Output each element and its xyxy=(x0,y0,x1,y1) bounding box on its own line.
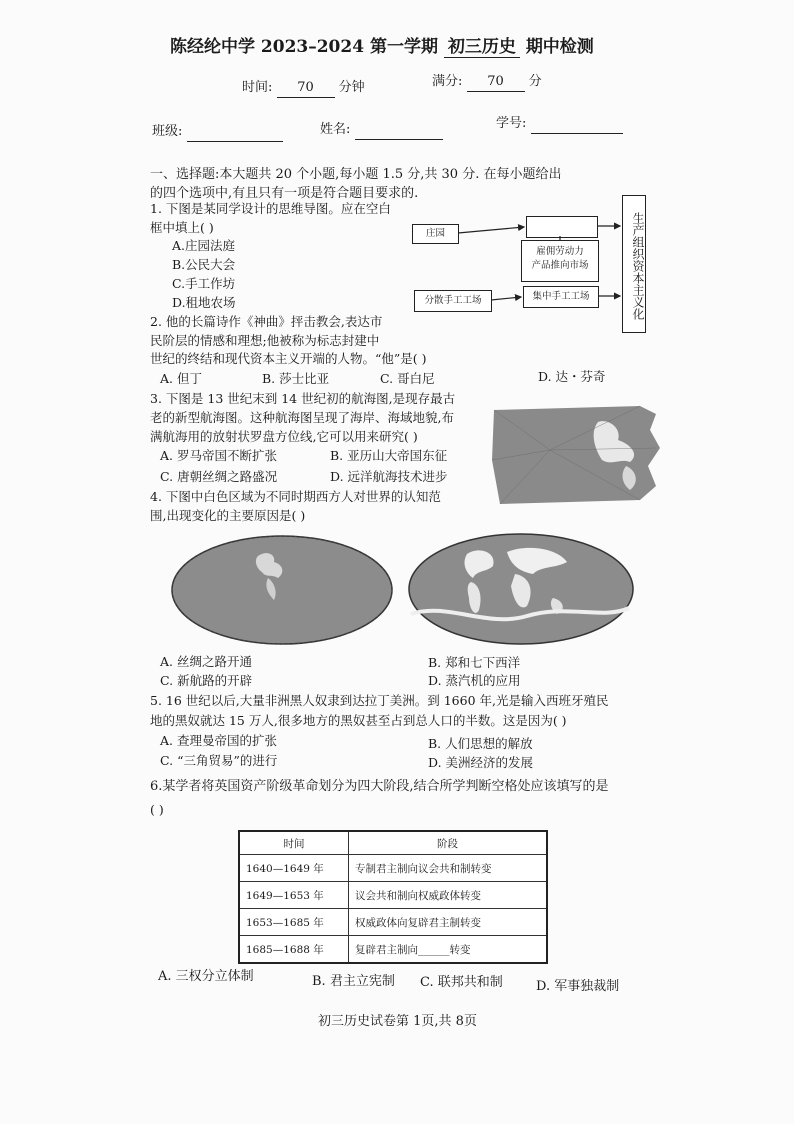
row4-stage: 复辟君主制向______转变 xyxy=(349,936,548,964)
score-label: 满分: xyxy=(432,74,463,89)
title-suffix: 期中检测 xyxy=(525,37,594,57)
q4-option-d[interactable]: D. 蒸汽机的应用 xyxy=(428,673,521,688)
q5-option-c[interactable]: C. “三角贸易”的进行 xyxy=(160,753,278,768)
table-row xyxy=(239,936,547,964)
q2-line1: 2. 他的长篇诗作《神曲》抨击教会,表达市 xyxy=(150,314,383,329)
q4-option-c[interactable]: C. 新航路的开辟 xyxy=(160,673,253,688)
portolan-chart-image xyxy=(490,400,664,508)
box-manor: 庄园 xyxy=(412,224,459,244)
q6-option-d[interactable]: D. 军事独裁制 xyxy=(536,979,620,994)
box-scattered: 分散手工工场 xyxy=(414,290,492,312)
page-footer: 初三历史试卷第 1页,共 8页 xyxy=(318,1014,477,1029)
q1-option-a[interactable]: A.庄园法庭 xyxy=(172,238,236,253)
row1-time: 1640—1649 年 xyxy=(239,855,349,882)
score-value: 70 xyxy=(467,72,525,92)
q4-option-b[interactable]: B. 郑和七下西洋 xyxy=(428,655,521,670)
q1-line1: 1. 下图是某同学设计的思维导图。应在空白 xyxy=(150,201,391,216)
section1-line1: 一、选择题:本大题共 20 个小题,每小题 1.5 分,共 30 分. 在每小题给出 xyxy=(150,167,562,182)
row2-time: 1649—1653 年 xyxy=(239,882,349,909)
table-row xyxy=(239,855,547,882)
q6-line2: ( ) xyxy=(150,802,164,817)
table-header-row xyxy=(239,831,547,855)
q1-option-d[interactable]: D.租地农场 xyxy=(172,295,236,310)
q4-line1: 4. 下图中白色区域为不同时期西方人对世界的认知范 xyxy=(150,489,441,504)
time-value: 70 xyxy=(277,78,335,98)
revolution-stages-table xyxy=(238,830,548,964)
q5-option-b[interactable]: B. 人们思想的解放 xyxy=(428,736,533,751)
q3-option-c[interactable]: C. 唐朝丝绸之路盛况 xyxy=(160,469,278,484)
q1-line2: 框中填上( ) xyxy=(150,220,214,235)
q2-option-c[interactable]: C. 哥白尼 xyxy=(380,371,435,386)
q6-option-a[interactable]: A. 三权分立体制 xyxy=(158,969,254,984)
q3-line2: 老的新型航海图。这种航海图呈现了海岸、海域地貌,布 xyxy=(150,410,454,425)
q2-option-d[interactable]: D. 达・芬奇 xyxy=(538,369,606,384)
time-unit: 分钟 xyxy=(338,80,365,95)
box-central: 集中手工工场 xyxy=(523,286,599,308)
q5-option-a[interactable]: A. 查理曼帝国的扩张 xyxy=(160,733,277,748)
q2-option-a[interactable]: A. 但丁 xyxy=(160,371,202,386)
q3-option-b[interactable]: B. 亚历山大帝国东征 xyxy=(330,448,448,463)
title-prefix: 陈经纶中学 2023–2024 第一学期 xyxy=(170,37,438,57)
q2-option-b[interactable]: B. 莎士比亚 xyxy=(262,371,330,386)
q3-line3: 满航海用的放射状罗盘方位线,它可以用来研究( ) xyxy=(150,429,418,444)
q5-option-d[interactable]: D. 美洲经济的发展 xyxy=(428,755,534,770)
score-unit: 分 xyxy=(528,74,542,89)
q6-option-c[interactable]: C. 联邦共和制 xyxy=(420,975,503,990)
arrow-scattered xyxy=(491,297,521,300)
id-label: 学号: xyxy=(496,116,527,131)
time-label: 时间: xyxy=(242,80,273,95)
header-time: 时间 xyxy=(239,831,349,855)
q1-option-c[interactable]: C.手工作坊 xyxy=(172,276,236,291)
box-market: 雇佣劳动力 产品推向市场 xyxy=(521,240,599,282)
name-label: 姓名: xyxy=(320,122,351,137)
q1-option-b[interactable]: B.公民大会 xyxy=(172,257,236,272)
q6-line1: 6.某学者将英国资产阶级革命划分为四大阶段,结合所学判断空格处应该填写的是 xyxy=(150,779,609,794)
world-map-early xyxy=(170,534,394,646)
q3-option-a[interactable]: A. 罗马帝国不断扩张 xyxy=(160,448,277,463)
q6-option-b[interactable]: B. 君主立宪制 xyxy=(312,974,395,989)
section1-line2: 的四个选项中,有且只有一项是符合题目要求的. xyxy=(150,186,419,201)
q4-option-a[interactable]: A. 丝绸之路开通 xyxy=(160,654,252,669)
table-row xyxy=(239,882,547,909)
class-label: 班级: xyxy=(152,124,183,139)
row2-stage: 议会共和制向权威政体转变 xyxy=(349,882,548,909)
row1-stage: 专制君主制向议会共和制转变 xyxy=(349,855,548,882)
box-result: 生产组织资本主义化 xyxy=(622,195,646,333)
header-stage: 阶段 xyxy=(349,831,548,855)
title-subject: 初三历史 xyxy=(444,32,520,58)
row3-time: 1653—1685 年 xyxy=(239,909,349,936)
q4-line2: 围,出现变化的主要原因是( ) xyxy=(150,508,306,523)
q5-line1: 5. 16 世纪以后,大量非洲黑人奴隶到达拉丁美洲。到 1660 年,光是输入西班牙殖民 xyxy=(150,693,609,708)
q2-line3: 世纪的终结和现代资本主义开端的人物。“他”是( ) xyxy=(150,351,427,366)
q5-line2: 地的黑奴就达 15 万人,很多地方的黑奴甚至占到总人口的半数。这是因为( ) xyxy=(150,713,567,728)
world-map-later xyxy=(407,532,635,646)
row3-stage: 权威政体向复辟君主制转变 xyxy=(349,909,548,936)
q3-option-d[interactable]: D. 远洋航海技术进步 xyxy=(330,469,448,484)
q2-line2: 民阶层的情感和理想;他被称为标志封建中 xyxy=(150,333,380,348)
q3-line1: 3. 下图是 13 世纪末到 14 世纪初的航海图,是现存最古 xyxy=(150,391,456,406)
row4-time: 1685—1688 年 xyxy=(239,936,349,964)
table-row xyxy=(239,909,547,936)
arrow-manor xyxy=(458,227,524,233)
